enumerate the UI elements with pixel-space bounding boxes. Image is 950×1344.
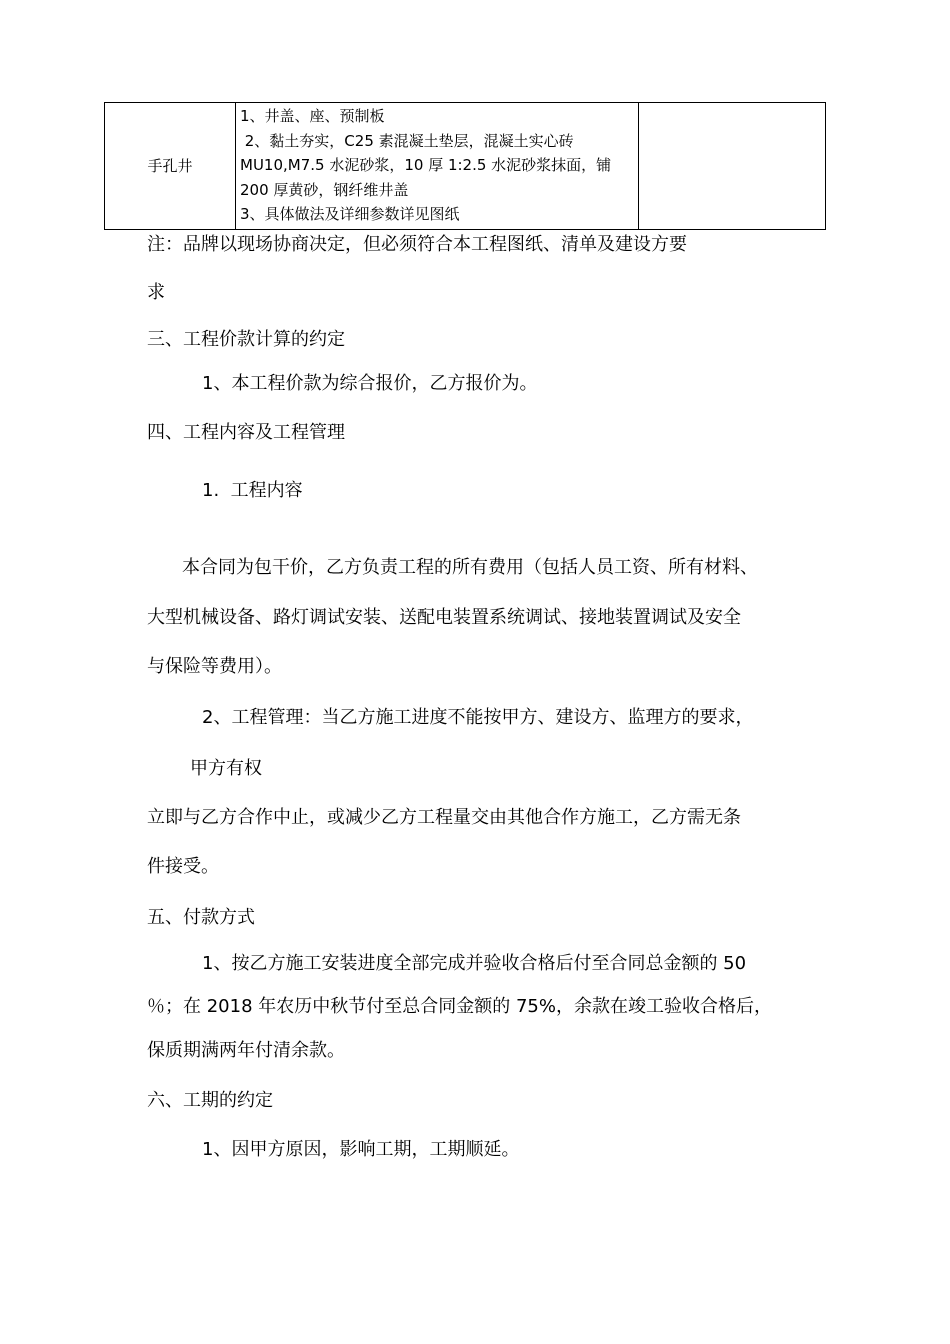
section-5-line: ％；在 2018 年农历中秋节付至总合同金额的 75%，余款在竣工验收合格后，: [147, 996, 772, 1017]
section-heading-3: 三、工程价款计算的约定: [147, 329, 345, 350]
section-6-item-1: 1、因甲方原因，影响工期，工期顺延。: [202, 1139, 520, 1160]
description-line: 3、具体做法及详细参数详见图纸: [240, 205, 460, 223]
section-4-subheading-1: 1. 工程内容: [202, 480, 303, 501]
section-4-item-2-line: 立即与乙方合作中止，或减少乙方工程量交由其他合作方施工，乙方需无条: [147, 807, 741, 828]
section-4-item-2-line: 2、工程管理：当乙方施工进度不能按甲方、建设方、监理方的要求，: [202, 707, 754, 728]
description-line: MU10,M7.5 水泥砂浆，10 厚 1:2.5 水泥砂浆抹面，铺: [240, 156, 612, 174]
section-heading-4: 四、工程内容及工程管理: [147, 422, 345, 443]
section-4-paragraph-line: 与保险等费用）。: [147, 656, 282, 677]
item-name-cell: 手孔井: [105, 103, 236, 230]
table-row: [105, 103, 826, 230]
note-line-1: 注：品牌以现场协商决定，但必须符合本工程图纸、清单及建设方要: [147, 234, 687, 255]
section-4-item-2-line: 件接受。: [147, 856, 219, 877]
section-4-item-2-line: 甲方有权: [190, 758, 262, 779]
section-heading-6: 六、工期的约定: [147, 1090, 273, 1111]
section-5-line: 1、按乙方施工安装进度全部完成并验收合格后付至合同总金额的 50: [202, 953, 747, 974]
section-4-paragraph-line: 大型机械设备、路灯调试安装、送配电装置系统调试、接地装置调试及安全: [147, 607, 741, 628]
description-line: 1、井盖、座、预制板: [240, 107, 385, 125]
spec-table: [104, 102, 826, 230]
section-heading-5: 五、付款方式: [147, 907, 255, 928]
section-5-line: 保质期满两年付清余款。: [147, 1040, 345, 1061]
note-line-2: 求: [147, 282, 165, 303]
description-line: 2、黏土夯实，C25 素混凝土垫层，混凝土实心砖: [240, 131, 574, 150]
remark-cell: [639, 103, 826, 230]
section-3-item-1: 1、本工程价款为综合报价，乙方报价为。: [202, 373, 538, 394]
section-4-paragraph-line: 本合同为包干价，乙方负责工程的所有费用（包括人员工资、所有材料、: [182, 557, 758, 578]
description-line: 200 厚黄砂，钢纤维井盖: [240, 180, 409, 199]
item-description-cell: [236, 103, 639, 230]
